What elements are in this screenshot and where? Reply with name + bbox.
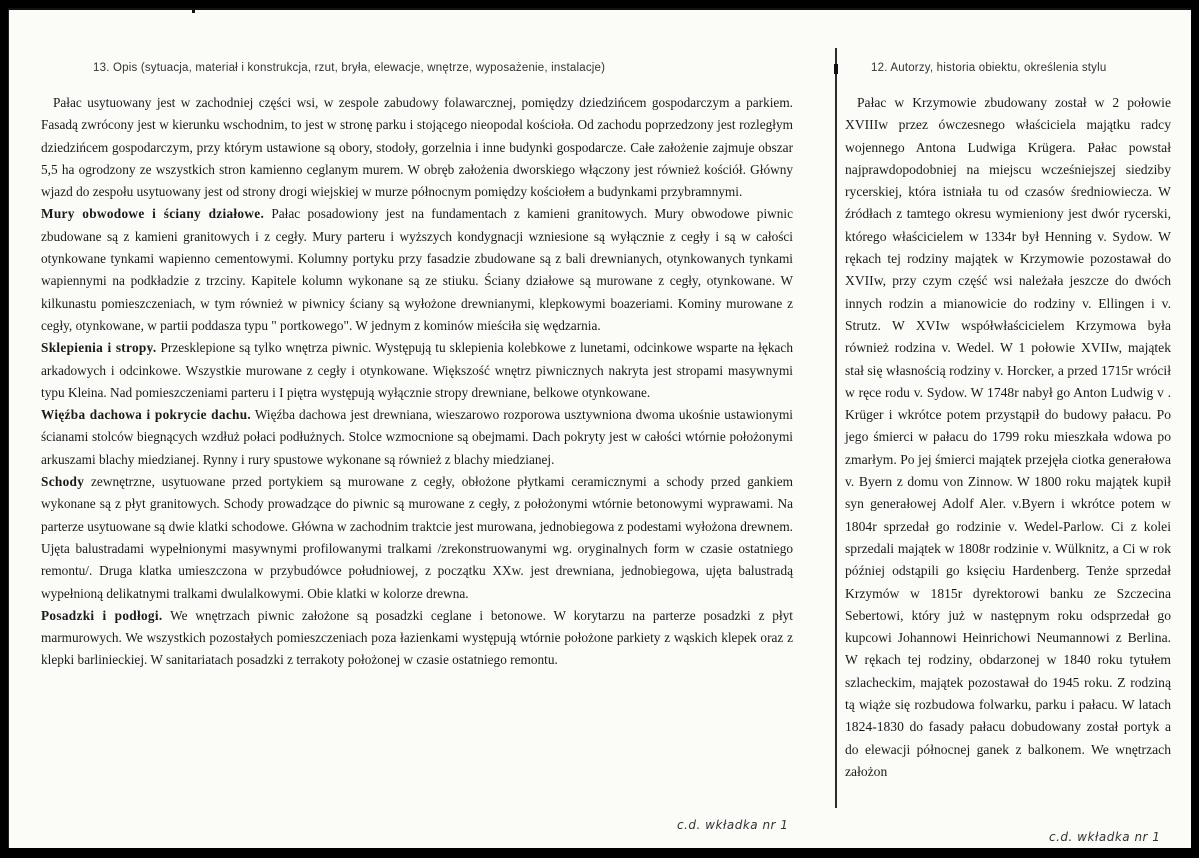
document-sheet bbox=[8, 8, 1191, 848]
column-divider bbox=[835, 48, 837, 808]
history-paragraph: Pałac w Krzymowie zbudowany został w 2 połowie XVIIIw przez ówczesnego właściciela majątku radcy wojennego Antona Ludwiga Krügera. Pałac powstał najprawdopodobniej na miejscu wcześniejszej siedziby rycerskiej, która istniała tu od czasów średniowiecza. W źródłach z tamtego okresu wymieniony jest dwór rycerski, którego właścicielem w 1334r był Henning v. Sydow. W rękach tej rodziny majątek w Krzymowie pozostawał do XVIIw, przy czym część wsi należała jeszcze do dwóch innych rodzin a mianowicie do rodziny v. Ellingen i v. Strutz. W XVIw współwłaścicielem Krzymowa była również rodzina v. Wedel. W 1 połowie XVIIw, majątek stał się własnością rodziny v. Horcker, a przed 1715r wrócił w ręce rodu v. Sydow. W 1748r nabył go Anton Ludwig v . Krüger i wkrótce potem przystąpił do budowy pałacu. Po jego śmierci w pałacu do 1799 roku mieszkała wdowa po zmarłym. Po jej śmierci majątek przejęła ciotka generałowa v. Byern z domu von Zinnow. W 1800 roku majątek kupił syn generałowej Adolf Aler. v.Byern i wkrótce potem w 1804r sprzedał go rodzinie v. Wedel-Parlow. Ci z kolei sprzedali majątek w 1808r rodzinie v. Wülknitz, a Ci w rok później odstąpili go księciu Hardenberg. Tenże sprzedał Krzymów w 1815r dyrektorowi banku ze Szczecina Sebertowi, który już w następnym roku odsprzedał go kupcowi Johannowi Heinrichowi Neumannowi z Berlina. W rękach tej rodziny, obdarzonej w 1840 roku tytułem szlacheckim, majątek pozostawał do 1945 roku. Z rodziną tą wiąże się rozbudowa folwarku, parku i pałacu. W latach 1824-1830 do fasady pałacu dobudowany został portyk a do elewacji północnej ganek z balkonem. We wnętrzach założon bbox=[845, 95, 1171, 779]
history-column bbox=[845, 62, 1171, 783]
walls-paragraph bbox=[41, 203, 793, 337]
intro-paragraph: Pałac usytuowany jest w zachodniej części wsi, w zespole zabudowy folawarcznej, pomiędzy dziedzińcem gospodarczym a parkiem. Fasadą zwrócony jest w kierunku wschodnim, to jest w stronę parku i stojącego nieopodal kościoła. Od zachodu poprzedzony jest rozległym dziedzińcem gospodarczym, przy którym ustawione są obory, stodoły, gorzelnia i inne budynki gospodarcze. Całe założenie zajmuje obszar 5,5 ha ogrodzony ze wszystkich stron kamienno ceglanym murem. W obręb założenia dworskiego włączony jest również kościół. Główny wjazd do zespołu usytuowany jest od strony drogi wiejskiej w murze północnym pomiędzy kościołem a budynkami przybramnymi. bbox=[41, 95, 793, 200]
vaults-paragraph bbox=[41, 337, 793, 404]
description-column bbox=[41, 62, 793, 672]
walls-title: Mury obwodowe i ściany działowe. bbox=[41, 206, 265, 222]
floors-paragraph bbox=[41, 605, 793, 672]
stairs-title: Schody bbox=[41, 474, 85, 490]
handwritten-note-right: c.d. wkładka nr 1 bbox=[1049, 830, 1161, 844]
handwritten-note-left: c.d. wkładka nr 1 bbox=[677, 818, 789, 832]
description-heading: 13. Opis (sytuacja, materiał i konstrukcja, rzut, bryła, elewacje, wnętrze, wyposażenie, instalacje) bbox=[93, 62, 606, 74]
walls-text: Pałac posadowiony jest na fundamentach z kamieni granitowych. Mury obwodowe piwnic zbudowane są z kamieni granitowych i z cegły. Mury parteru i wyższych kondygnacji wzniesione są wyłącznie z cegły i są w całości otynkowane tynkami wapienno cementowymi. Kolumny portyku przy fasadzie zbudowane są z bali drewnianych, otynkowanych tynkami wapiennymi na podkładzie z trzciny. Kapitele kolumn wykonane są ze stiuku. Ściany działowe są murowane z cegły, otynkowane. W kilkunastu pomieszczeniach, w tym również w piwnicy ściany są wyłożone drewnianymi, klepkowymi boazeriami. Kominy murowane z cegły, otynkowane, w partii poddasza typu " portkowego". W jednym z kominów mieściła się wędzarnia. bbox=[41, 206, 793, 333]
history-heading: 12. Autorzy, historia obiektu, określenia stylu bbox=[871, 62, 1107, 74]
stairs-paragraph bbox=[41, 471, 793, 605]
vaults-title: Sklepienia i stropy. bbox=[41, 340, 157, 356]
stairs-text: zewnętrzne, usytuowane przed portykiem są murowane z cegły, obłożone płytkami ceramicznymi a schody przed gankiem wykonane są z płyt granitowych. Schody prowadzące do piwnic są murowane z cegły, z położonymi wtórnie betonowymi wyprawami. Na parterze usytuowane są dwie klatki schodowe. Główna w zachodnim traktcie jest murowana, jednobiegowa z podestami wyłożona drewnem. Ujęta balustradami wypełnionymi masywnymi profilowanymi tralkami /zrekonstruowanymi wg. oryginalnych form w czasie ostatniego remontu/. Druga klatka umieszczona w przybudówce południowej, z początku XXw. jest drewniana, jednobiegowa, ujęta balustradą wypełnioną delikatnymi tralkami dwulalkowymi. Obie klatki w kolorze drewna. bbox=[41, 474, 793, 601]
floors-text: We wnętrzach piwnic założone są posadzki ceglane i betonowe. W korytarzu na parterze posadzki z płyt marmurowych. We wszystkich pozostałych pomieszczeniach poza łazienkami występują wtórnie położone parkiety z wąskich klepek oraz z klepki barlinieckiej. W sanitariatach posadzki z terrakoty położonej w czasie ostatniego remontu. bbox=[41, 607, 793, 668]
description-body bbox=[41, 92, 793, 672]
vaults-text: Przesklepione są tylko wnętrza piwnic. Występują tu sklepienia kolebkowe z lunetami, odcinkowe wsparte na łękach arkadowych i odcinkowe. Wszystkie murowane z cegły i otynkowane. Większość wnętrz piwnicznych nakryta jest stropami masywnymi typu Kleina. Nad pomieszczeniami parteru i I piętra występują wyłącznie stropy drewniane, belkowe otynkowane. bbox=[41, 340, 793, 400]
scan-speck bbox=[192, 10, 195, 13]
roof-text: Więźba dachowa jest drewniana, wieszarowo rozporowa usztywniona dwoma ukośnie ustawionymi ścianami stolców biegnących wzdłuż połaci podłużnych. Stolce wzmocnione są obejmami. Dach pokryty jest w całości wtórnie położonymi arkuszami blachy miedzianej. Rynny i rury spustowe wykonane są również z blachy miedzianej. bbox=[41, 407, 793, 467]
history-body bbox=[845, 92, 1171, 783]
roof-paragraph bbox=[41, 404, 793, 471]
floors-title: Posadzki i podłogi. bbox=[41, 607, 163, 623]
divider-mark bbox=[834, 64, 838, 74]
roof-title: Więźba dachowa i pokrycie dachu. bbox=[41, 407, 252, 423]
